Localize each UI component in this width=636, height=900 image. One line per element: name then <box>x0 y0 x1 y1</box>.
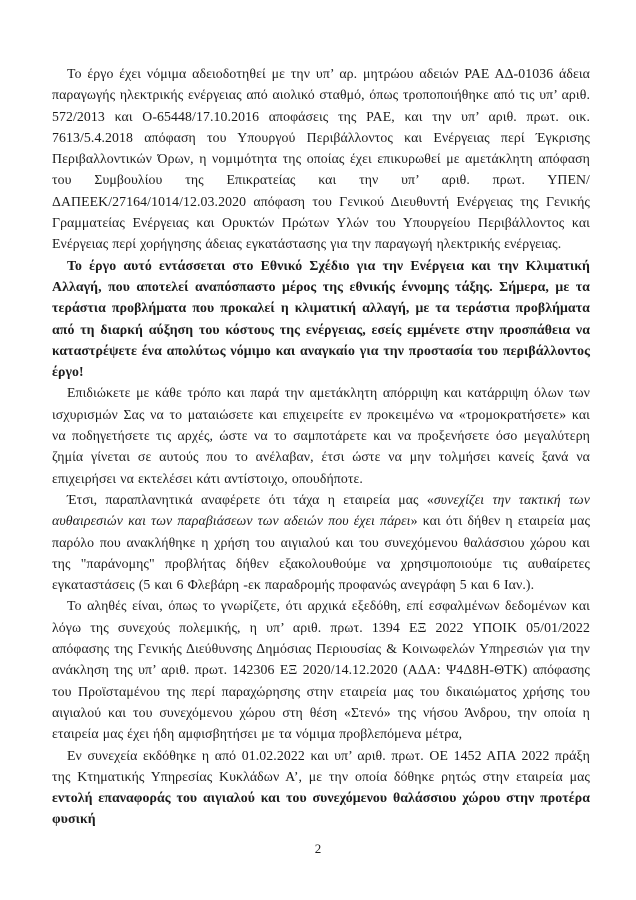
text-run-bold: εντολή επαναφοράς του αιγιαλού και του συνεχόμενου θαλάσσιου χώρου στην προτέρα φυσική <box>52 790 590 827</box>
para-licensing-history <box>52 63 590 255</box>
document-body <box>52 63 590 830</box>
text-run-normal: » και ότι δήθεν η εταιρεία μας παρόλο που ανακλήθηκε η χρήση του αιγιαλού και του συνεχόμενου θαλάσσιου χώρου και της "παράνομης" προβλήτας δήθεν εξακολουθούμε να χρησιμοποιούμε τις αυθαίρετες εγκαταστάσεις (5 και 6 Φλεβάρη -εκ παραδρομής προφανώς ανεγράφη 5 και 6 Ιαν.). <box>52 513 591 593</box>
para-misleading-claims <box>52 489 590 595</box>
para-national-energy-plan <box>52 255 590 383</box>
text-run-normal: Εν συνεχεία εκδόθηκε η από 01.02.2022 και υπ’ αριθ. πρωτ. ΟΕ 1452 ΑΠΑ 2022 πράξη της Κτηματικής Υπηρεσίας Κυκλάδων Α’, με την οποία δόθηκε ρητώς στην εταιρεία μας <box>52 747 590 784</box>
page-number: 2 <box>314 841 322 856</box>
text-run-normal: Επιδιώκετε με κάθε τρόπο και παρά την αμετάκλητη απόρριψη και κατάρριψη όλων των ισχυρισμών Σας να το ματαιώσετε και επιχειρείτε εν προκειμένω να «τρομοκρατήσετε» και να ποδηγετήσετε τις αρχές, ώστε να το σαμποτάρετε και να προξενήσετε όσο μεγαλύτερη ζημία γίνεται σε αυτούς που το ανέλαβαν, έτσι ώστε να μην τολμήσει κανείς ξανά να επιχειρήσει να εκτελέσει κάτι αντίστοιχο, οπουδήποτε. <box>52 385 590 486</box>
text-run-normal: Το έργο έχει νόμιμα αδειοδοτηθεί με την υπ’ αρ. μητρώου αδειών ΡΑΕ ΑΔ-01036 άδεια παραγωγής ηλεκτρικής ενέργειας από αιολικό σταθμό, όπως τροποποιήθηκε από τις υπ’ αριθ. 572/2013 και Ο-65448/17.10.2016 αποφάσεις της ΡΑΕ, και την υπ’ αριθ. πρωτ. οικ. 7613/5.4.2018 απόφαση του Υπουργού Περιβάλλοντος και Ενέργειας περί Έγκρισης Περιβαλλοντικών Όρων, η νομιμότητα της οποίας έχει επικυρωθεί με αμετάκλητη απόφαση του Συμβουλίου της Επικρατείας και την υπ’ αριθ. πρωτ. ΥΠΕΝ/ΔΑΠΕΕΚ/27164/1014/12.03.2020 απόφαση του Γενικού Διευθυντή Ενέργειας της Γενικής Γραμματείας Ενέργειας και Ορυκτών Πρώτων Υλών του Υπουργείου Περιβάλλοντος και Ενέργειας περί χορήγησης άδειας εγκατάστασης για την παραγωγή ηλεκτρικής ενέργειας. <box>52 66 590 252</box>
para-revocation-decision <box>52 595 590 744</box>
para-restoration-order <box>52 745 590 830</box>
text-run-bold: Το έργο αυτό εντάσσεται στο Εθνικό Σχέδιο για την Ενέργεια και την Κλιματική Αλλαγή, που αποτελεί αναπόσπαστο μέρος της εθνικής έννομης τάξης. Σήμερα, με τα τεράστια προβλήματα που προκαλεί η κλιματική αλλαγή, με τα τεράστια προβλήματα από τη διαρκή αύξηση του κόστους της ενέργειας, εσείς εμμένετε στην προσπάθεια να καταστρέψετε ένα απολύτως νόμιμο και αναγκαίο για την προστασία του περιβάλλοντος έργο! <box>52 257 590 380</box>
text-run-normal: Έτσι, παραπλανητικά αναφέρετε ότι τάχα η εταιρεία μας « <box>67 491 434 507</box>
para-accusation-sabotage <box>52 382 590 488</box>
text-run-normal: Το αληθές είναι, όπως το γνωρίζετε, ότι αρχικά εξεδόθη, επί εσφαλμένων δεδομένων και λόγω της συνεχούς πολεμικής, η υπ’ αριθ. πρωτ. 1394 ΕΞ 2022 ΥΠΟΙΚ 05/01/2022 απόφασης της Γενικής Διεύθυνσης Δημόσιας Περιουσίας & Κοινωφελών Υπηρεσιών για την ανάκληση της υπ’ αριθ. πρωτ. 142306 ΕΞ 2020/14.12.2020 (ΑΔΑ: Ψ4Δ8Η-ΘΤΚ) απόφασης του Προϊσταμένου της περί παραχώρησης στην εταιρεία μας του δικαιώματος χρήσης του αιγιαλού και του συνεχόμενου χώρου στη θέση «Στενό» της νήσου Άνδρου, την οποία η εταιρεία μας έχει ήδη αμφισβητήσει με τα νόμιμα προβλεπόμενα μέτρα, <box>52 598 590 742</box>
text-run-italic: συνεχίζει την τακτική των αυθαιρεσιών και των παραβιάσεων των αδειών που έχει πάρει <box>52 491 590 529</box>
